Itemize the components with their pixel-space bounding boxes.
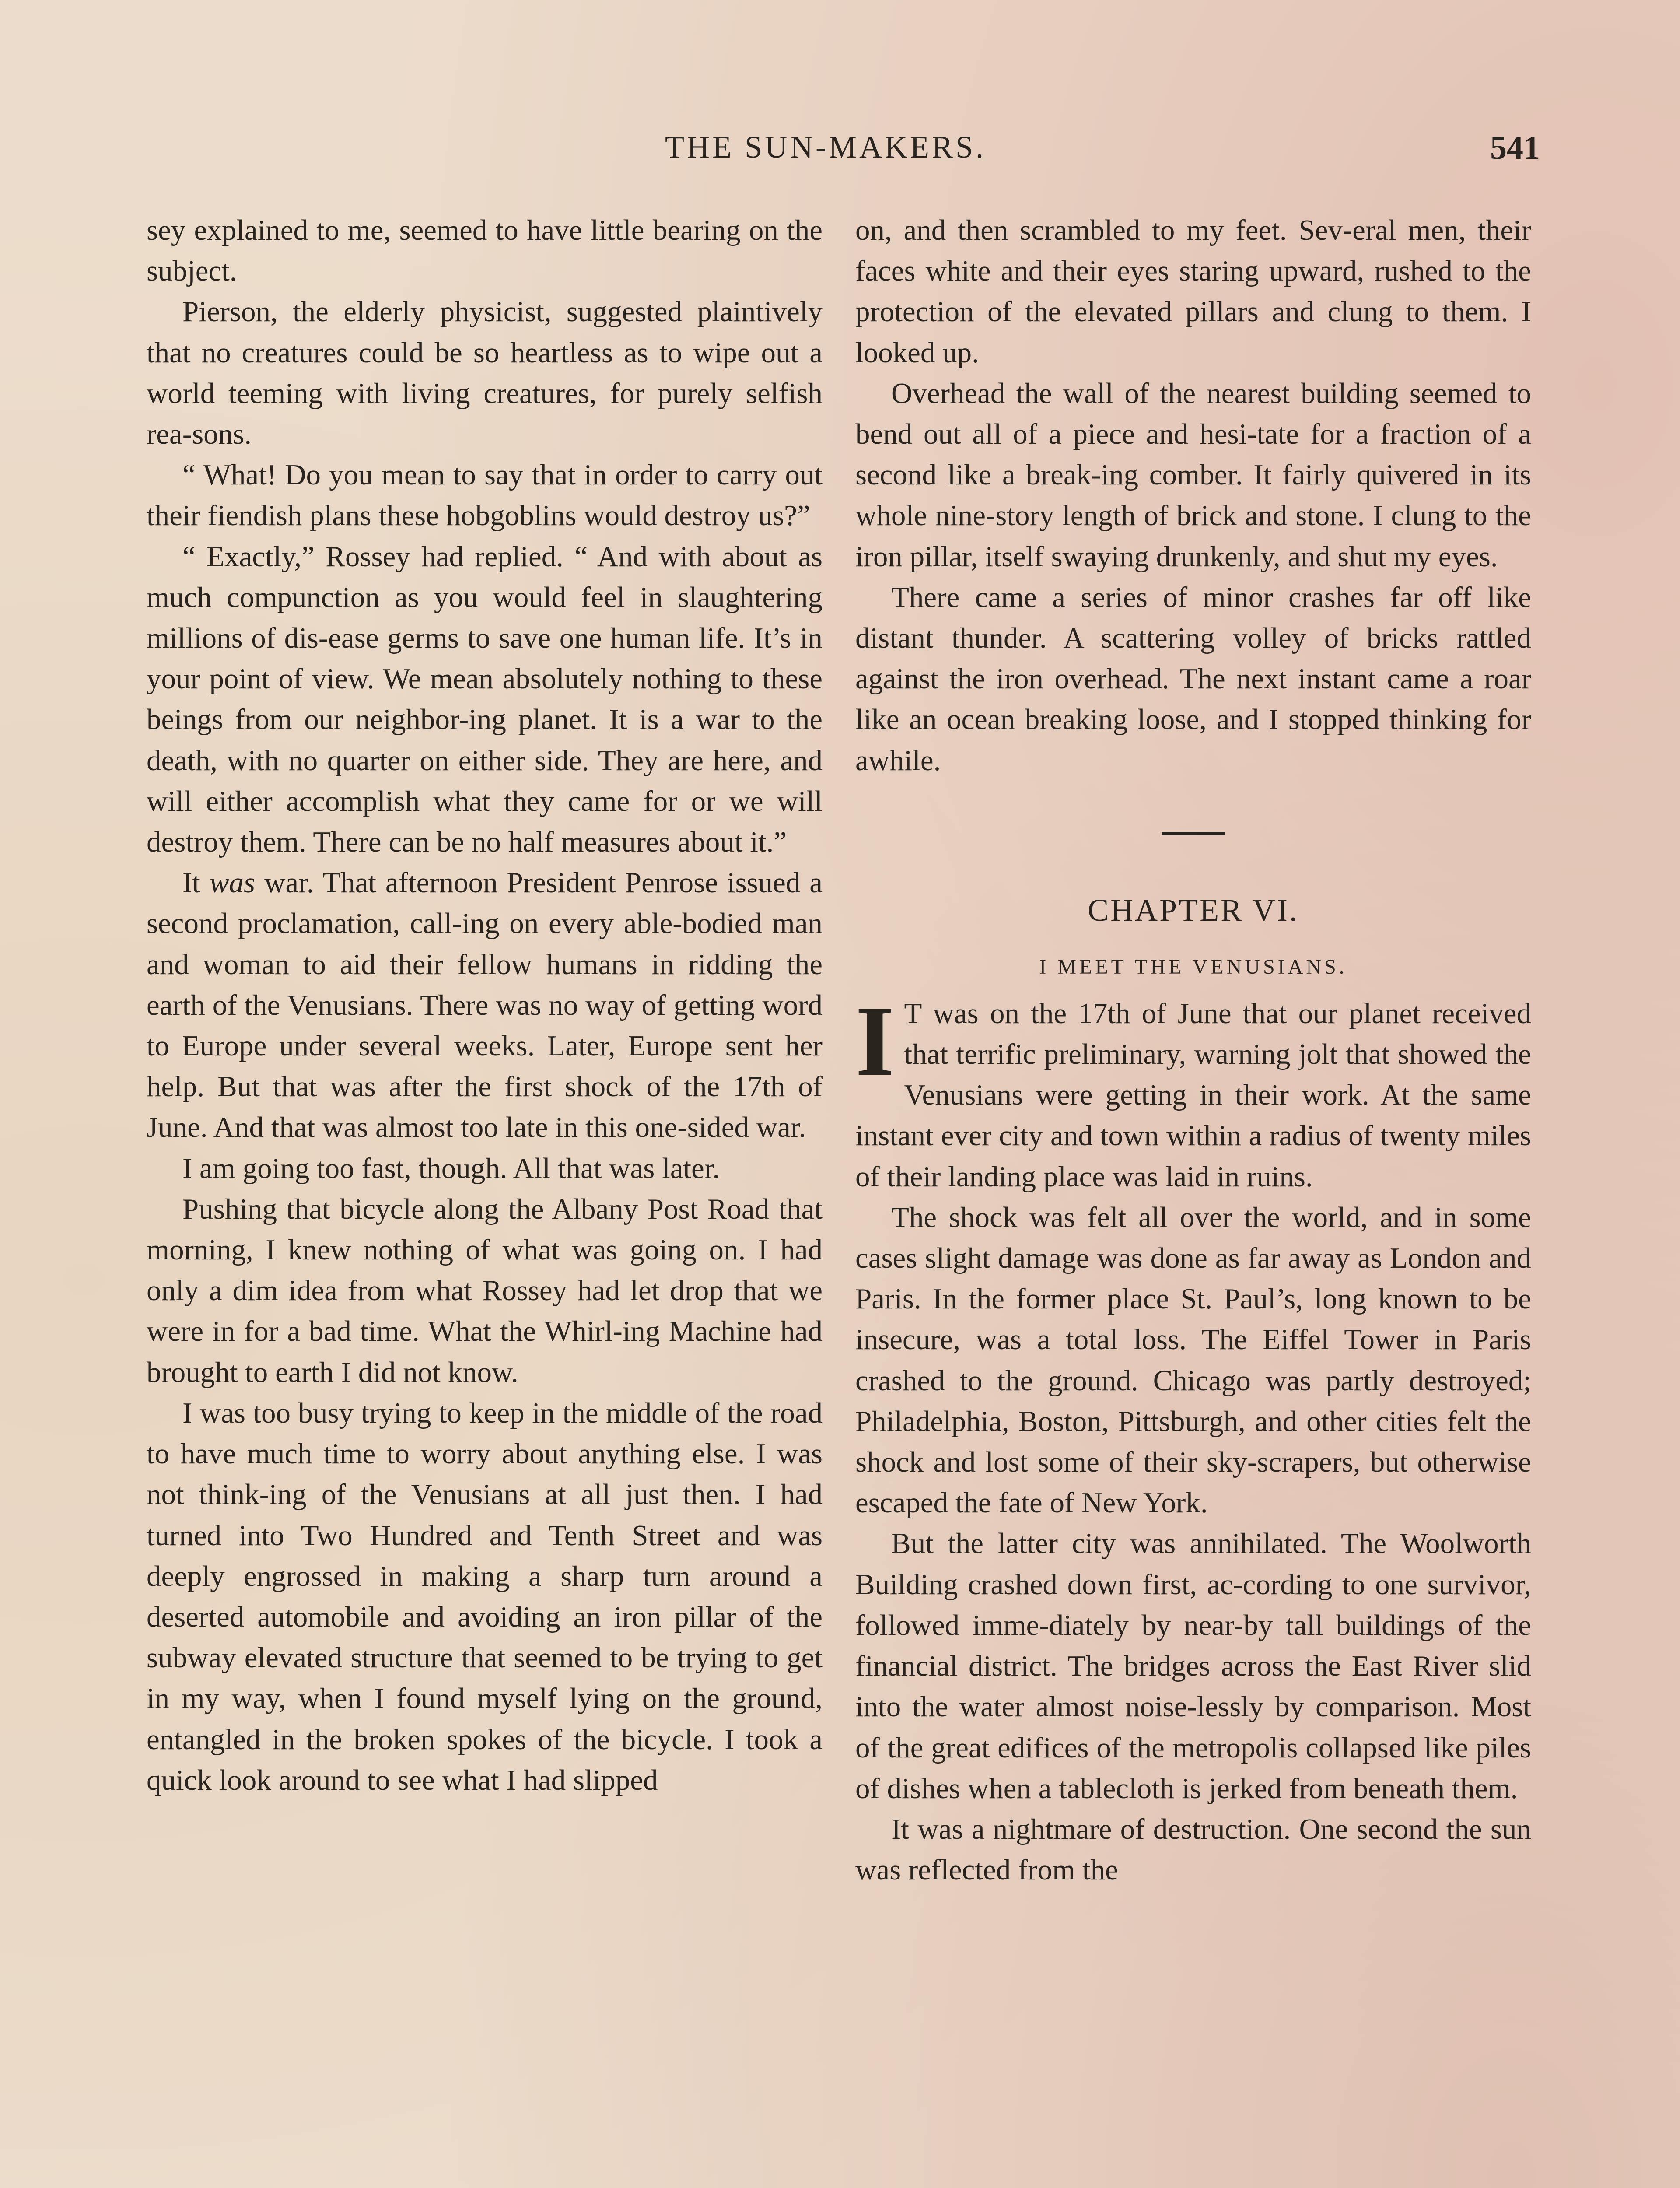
paragraph: Pierson, the elderly physicist, suggested plaintively that no creatures could be so heartless as to wipe out a world teeming with living creatures, for purely selfish rea-sons. <box>147 295 822 451</box>
text-run: war. That afternoon President Penrose issued a second proclamation, call-ing on every able-bodied man and woman to aid their fellow humans in ridding the earth of the Venusians. There was no way of getting word to Europe under several weeks. Later, Europe sent her help. But that was after the first shock of the 17th of June. And that was almost too late in this one-sided war. <box>147 866 822 1144</box>
paragraph: Pushing that bicycle along the Albany Post Road that morning, I knew nothing of what was going on. I had only a dim idea from what Rossey had let drop that we were in for a bad time. What the Whirl-ing Machine had brought to earth I did not know. <box>147 1192 822 1389</box>
chapter-heading: CHAPTER VI. <box>1088 892 1299 928</box>
paragraph <box>147 863 822 1148</box>
paragraph: on, and then scrambled to my feet. Sev-eral men, their faces white and their eyes staring upward, rushed to the protection of the elevated pillars and clung to them. I looked up. <box>855 214 1531 369</box>
paragraph: “ What! Do you mean to say that in order to carry out their fiendish plans these hobgoblins would destroy us?” <box>147 459 822 532</box>
paragraph: I am going too fast, though. All that was later. <box>182 1152 720 1185</box>
paragraph: “ Exactly,” Rossey had replied. “ And with about as much compunction as you would feel in slaughtering millions of dis-ease germs to save one human life. It’s in your point of view. We mean absolutely nothing to these beings from our neighbor-ing planet. It is a war to the death, with no quarter on either side. They are here, and will either accomplish what they came for or we will destroy them. There can be no half measures about it.” <box>147 540 822 859</box>
chapter-subtitle: I MEET THE VENUSIANS. <box>1039 955 1348 978</box>
paragraph: The shock was felt all over the world, and in some cases slight damage was done as far away as London and Paris. In the former place St. Paul’s, long known to be insecure, was a total loss. The Eiffel Tower in Paris crashed to the ground. Chicago was partly destroyed; Philadelphia, Boston, Pittsburgh, and other cities felt the shock and lost some of their sky-scrapers, but otherwise escaped the fate of New York. <box>855 1201 1531 1519</box>
left-column <box>147 210 822 1801</box>
paragraph: sey explained to me, seemed to have little bearing on the subject. <box>147 214 822 288</box>
paragraph: I was too busy trying to keep in the middle of the road to have much time to worry about anything else. I was not think-ing of the Venusians at all just then. I had turned into Two Hundred and Tenth Street and was deeply engrossed in making a sharp turn around a deserted automobile and avoiding an iron pillar of the subway elevated structure that seemed to be trying to get in my way, when I found myself lying on the ground, entangled in the broken spokes of the bicycle. I took a quick look around to see what I had slipped <box>147 1396 822 1796</box>
right-column <box>855 210 1531 1890</box>
paragraph: It was a nightmare of destruction. One second the sun was reflected from the <box>855 1813 1531 1886</box>
text-run: T was on the 17th of June that our planet received that terrific preliminary, warning jolt that showed the Venusians were getting in their work. At the same instant ever city and town within a radius of twenty miles of their landing place was laid in ruins. <box>855 997 1531 1193</box>
text-run: It <box>182 866 210 899</box>
section-divider <box>1162 832 1225 835</box>
drop-cap: I <box>855 985 895 1097</box>
paragraph: But the latter city was annihilated. The Woolworth Building crashed down first, ac-cording to one survivor, followed imme-diately by near-by tall buildings of the financial district. The bridges across the East River slid into the water almost noise-lessly by comparison. Most of the great edifices of the metropolis collapsed like piles of dishes when a tablecloth is jerked from beneath them. <box>855 1527 1531 1805</box>
paragraph: There came a series of minor crashes far off like distant thunder. A scattering volley of bricks rattled against the iron overhead. The next instant came a roar like an ocean breaking loose, and I stopped thinking for awhile. <box>855 581 1531 777</box>
page-number: 541 <box>1490 130 1540 166</box>
paragraph: Overhead the wall of the nearest building seemed to bend out all of a piece and hesi-tate for a fraction of a second like a break-ing comber. It fairly quivered in its whole nine-story length of brick and stone. I clung to the iron pillar, itself swaying drunkenly, and shut my eyes. <box>855 377 1531 573</box>
italic-word: was <box>209 866 256 899</box>
running-title: THE SUN-MAKERS. <box>665 130 987 165</box>
chapter-opening-paragraph <box>855 985 1531 1197</box>
